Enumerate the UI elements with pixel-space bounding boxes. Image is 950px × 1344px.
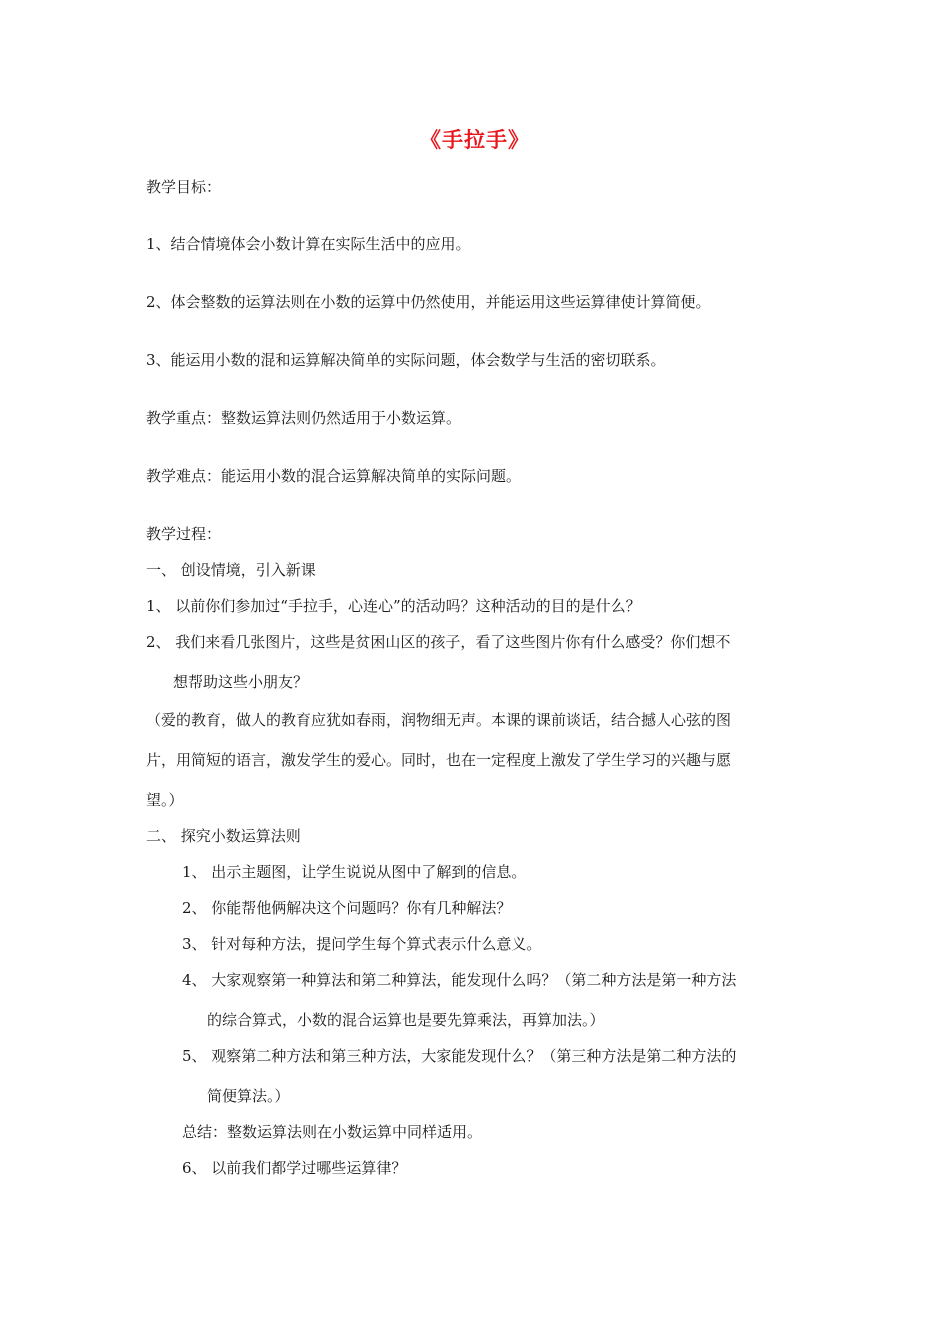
- section-2-heading: 二、 探究小数运算法则: [146, 827, 301, 845]
- section-2-item-6: 6、 以前我们都学过哪些运算律？: [182, 1159, 407, 1177]
- section-2-item-5-continued: 简便算法。）: [207, 1087, 290, 1105]
- section-2-item-4: 4、 大家观察第一种算法和第二种算法，能发现什么吗？（第二种方法是第一种方法: [182, 971, 737, 989]
- process-heading: 教学过程：: [146, 525, 222, 543]
- note-line-3: 望。）: [146, 791, 184, 809]
- section-1-item-1: 1、 以前你们参加过“手拉手，心连心”的活动吗？这种活动的目的是什么？: [146, 597, 641, 615]
- note-line-1: （爱的教育，做人的教育应犹如春雨，润物细无声。本课的课前谈话，结合撼人心弦的图: [146, 711, 732, 729]
- section-1-item-2: 2、 我们来看几张图片，这些是贫困山区的孩子，看了这些图片你有什么感受？你们想不: [146, 633, 731, 651]
- section-2-item-2: 2、 你能帮他俩解决这个问题吗？你有几种解法？: [182, 899, 512, 917]
- key-point: 教学重点：整数运算法则仍然适用于小数运算。: [146, 409, 462, 427]
- note-line-2: 片，用简短的语言，激发学生的爱心。同时，也在一定程度上激发了学生学习的兴趣与愿: [146, 751, 732, 769]
- objective-3: 3、能运用小数的混和运算解决简单的实际问题，体会数学与生活的密切联系。: [146, 351, 666, 369]
- section-1-item-2-continued: 想帮助这些小朋友？: [173, 673, 309, 691]
- objective-2: 2、体会整数的运算法则在小数的运算中仍然使用，并能运用这些运算律使计算简便。: [146, 293, 711, 311]
- section-2-item-3: 3、 针对每种方法，提问学生每个算式表示什么意义。: [182, 935, 542, 953]
- objectives-heading: 教学目标：: [146, 178, 222, 196]
- section-2-summary: 总结：整数运算法则在小数运算中同样适用。: [182, 1123, 483, 1141]
- difficulty: 教学难点：能运用小数的混合运算解决简单的实际问题。: [146, 467, 522, 485]
- section-2-item-4-continued: 的综合算式，小数的混合运算也是要先算乘法，再算加法。）: [207, 1011, 605, 1029]
- objective-1: 1、结合情境体会小数计算在实际生活中的应用。: [146, 235, 471, 253]
- section-2-item-1: 1、 出示主题图，让学生说说从图中了解到的信息。: [182, 863, 527, 881]
- document-title: 《手拉手》: [420, 128, 530, 152]
- section-2-item-5: 5、 观察第二种方法和第三种方法，大家能发现什么？（第三种方法是第二种方法的: [182, 1047, 737, 1065]
- section-1-heading: 一、 创设情境，引入新课: [146, 561, 316, 579]
